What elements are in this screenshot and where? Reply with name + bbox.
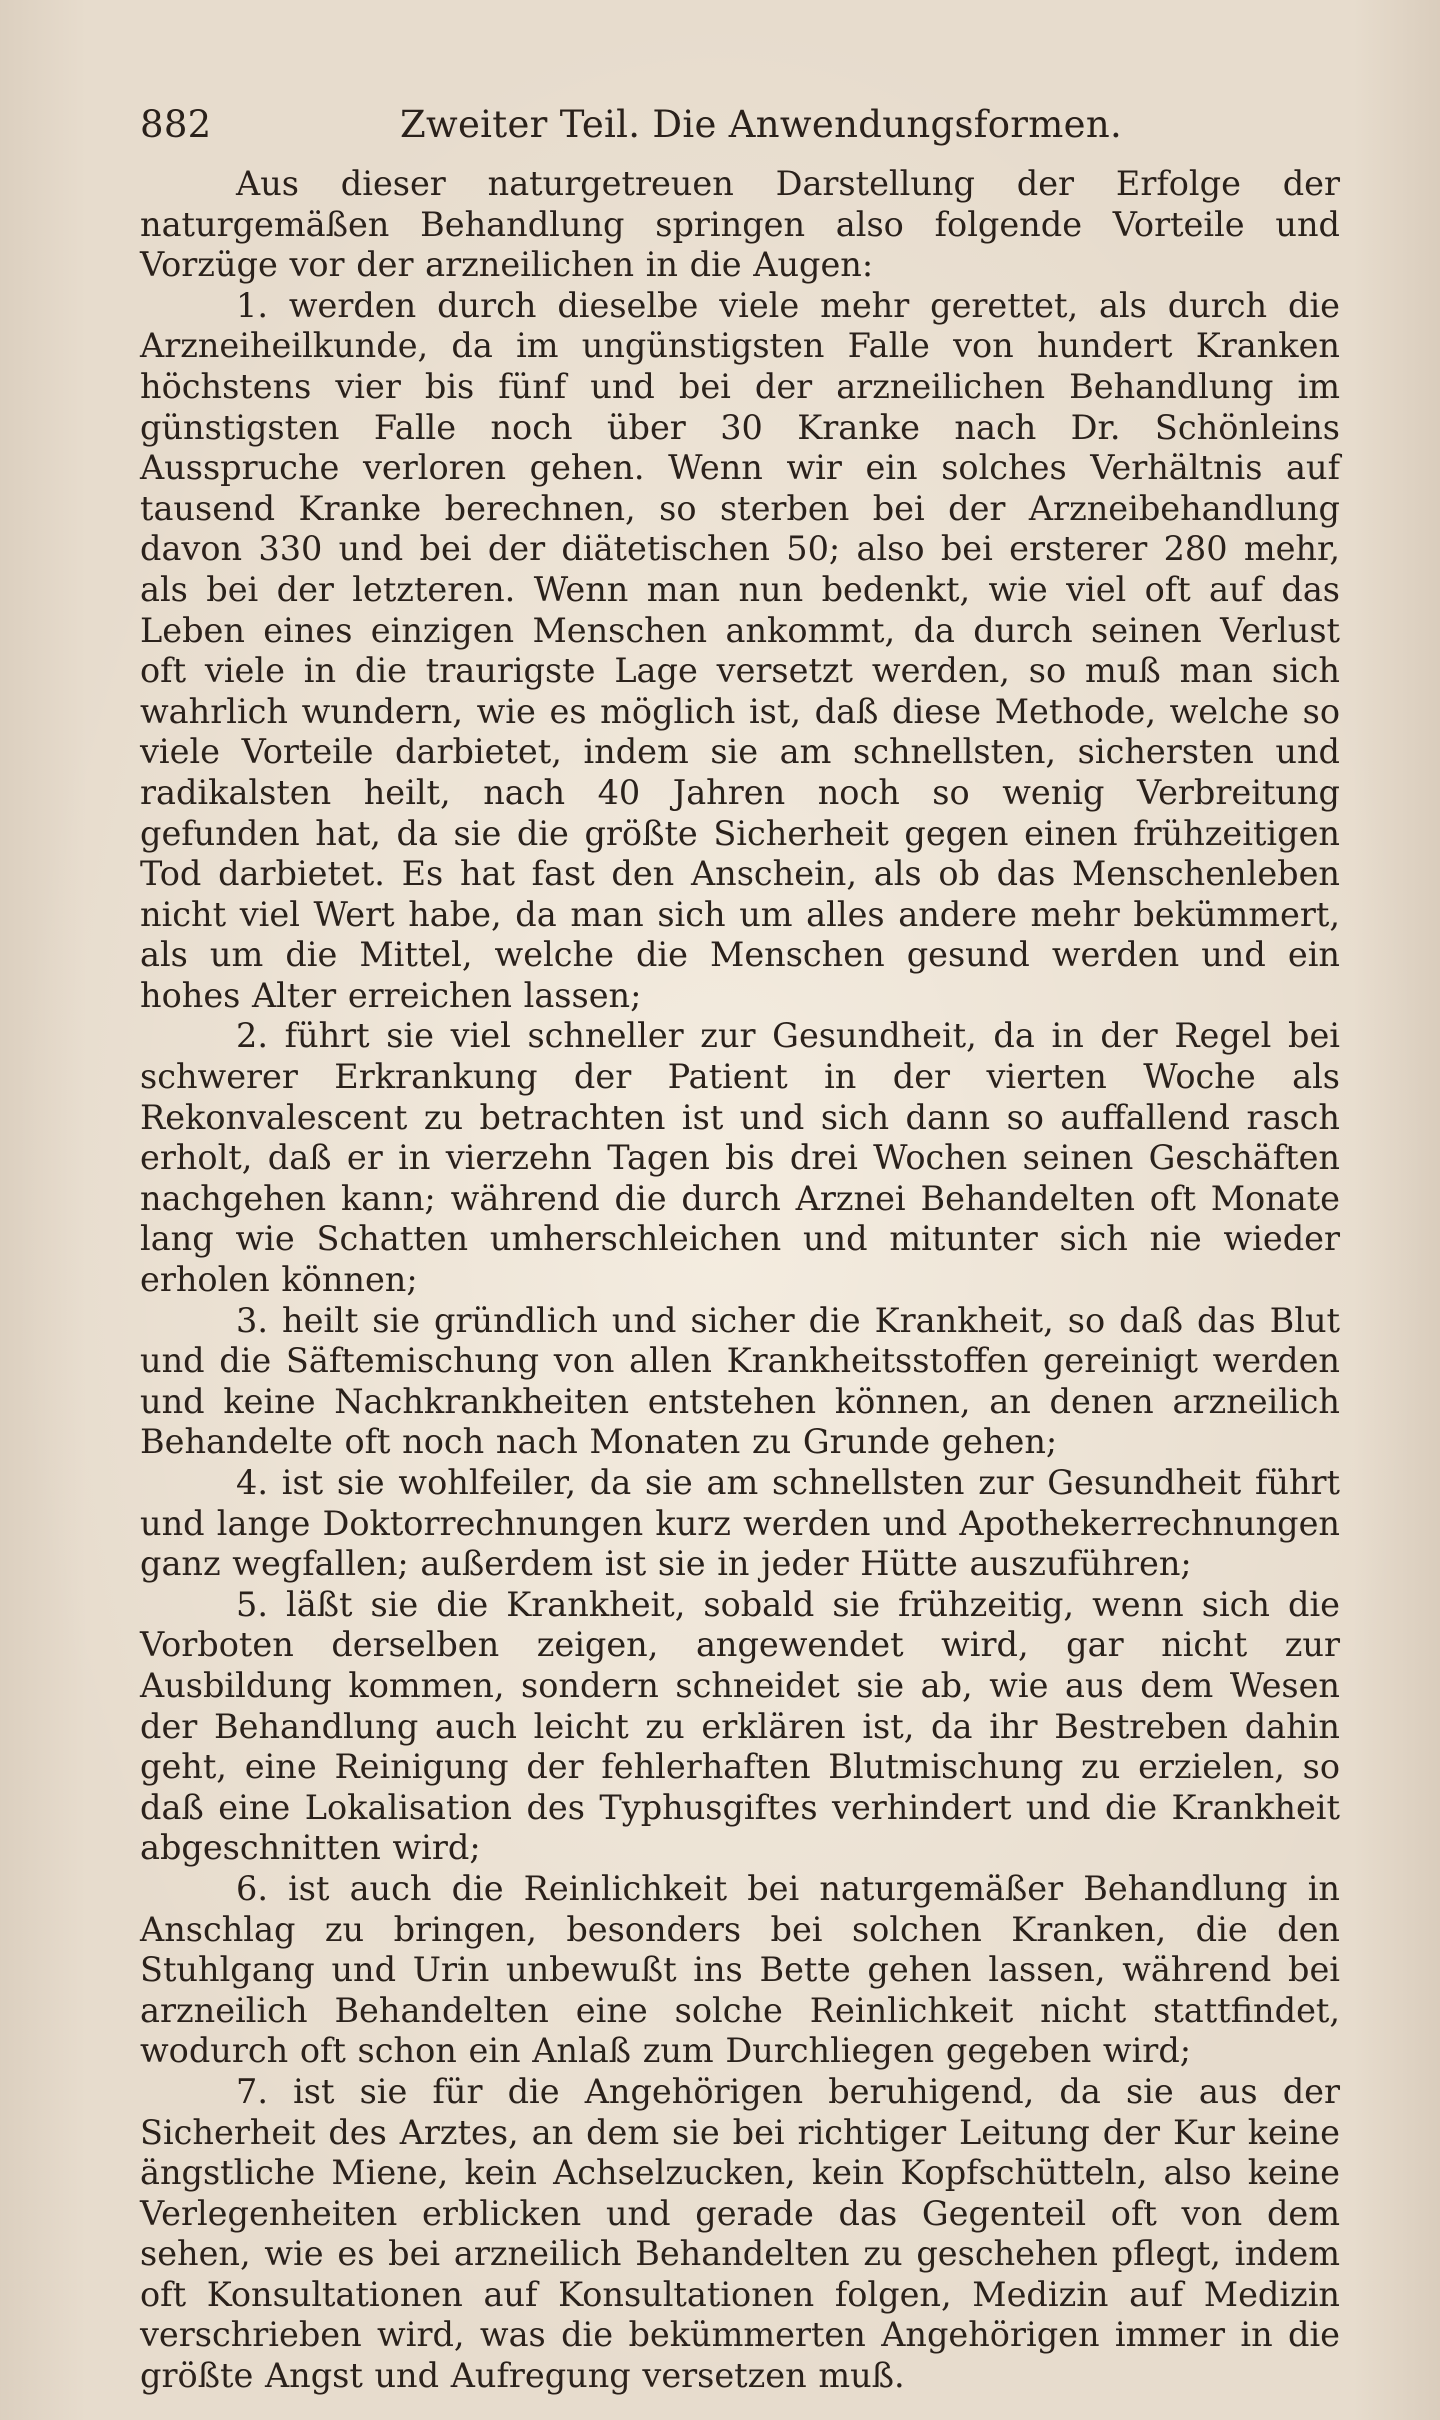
list-item-5: 5. läßt sie die Krankheit, sobald sie frühzeitig, wenn sich die Vorboten derselben zeigen, angewendet wird, gar nicht zur Ausbildung kommen, sondern schneidet sie ab, wie aus dem Wesen der Behandlung auch leicht zu erklären ist, da ihr Bestreben dahin geht, eine Reinigung der fehlerhaften Blutmischung zu erzielen, so daß eine Lokalisation des Typhusgiftes verhindert und die Krankheit abgeschnitten wird; (140, 1584, 1340, 1868)
list-item-2: 2. führt sie viel schneller zur Gesundheit, da in der Regel bei schwerer Erkrankung der Patient in der vierten Woche als Rekonvalescent zu betrachten ist und sich dann so auffallend rasch erholt, daß er in vierzehn Tagen bis drei Wochen seinen Geschäften nachgehen kann; während die durch Arznei Behandelten oft Monate lang wie Schatten umherschleichen und mitunter sich nie wieder erholen können; (140, 1016, 1340, 1300)
running-head (140, 92, 1340, 158)
running-head-title: Zweiter Teil. Die Anwendungsformen. (400, 103, 1123, 146)
list-item-6: 6. ist auch die Reinlichkeit bei naturgemäßer Behandlung in Anschlag zu bringen, besonders bei solchen Kranken, die den Stuhlgang und Urin unbewußt ins Bette gehen lassen, während bei arzneilich Behandelten eine solche Reinlichkeit nicht stattfindet, wodurch oft schon ein Anlaß zum Durchliegen gegeben wird; (140, 1868, 1340, 2071)
list-item-3: 3. heilt sie gründlich und sicher die Krankheit, so daß das Blut und die Säftemischung von allen Krankheitsstoffen gereinigt werden und keine Nachkrankheiten entstehen können, an denen arzneilich Behandelte oft noch nach Monaten zu Grunde gehen; (140, 1300, 1340, 1462)
list-item-4: 4. ist sie wohlfeiler, da sie am schnellsten zur Gesundheit führt und lange Doktorrechnungen kurz werden und Apothekerrechnungen ganz wegfallen; außerdem ist sie in jeder Hütte auszuführen; (140, 1463, 1340, 1584)
body-text (140, 164, 1340, 2397)
intro-paragraph: Aus dieser naturgetreuen Darstellung der Erfolge der naturgemäßen Behandlung springen also folgende Vorteile und Vorzüge vor der arzneilichen in die Augen: (140, 164, 1340, 285)
list-item-1: 1. werden durch dieselbe viele mehr gerettet, als durch die Arzneiheilkunde, da im ungünstigsten Falle von hundert Kranken höchstens vier bis fünf und bei der arzneilichen Behandlung im günstigsten Falle noch über 30 Kranke nach Dr. Schönleins Ausspruche verloren gehen. Wenn wir ein solches Verhältnis auf tausend Kranke berechnen, so sterben bei der Arzneibehandlung davon 330 und bei der diätetischen 50; also bei ersterer 280 mehr, als bei der letzteren. Wenn man nun bedenkt, wie viel oft auf das Leben eines einzigen Menschen ankommt, da durch seinen Verlust oft viele in die traurigste Lage versetzt werden, so muß man sich wahrlich wundern, wie es möglich ist, daß diese Methode, welche so viele Vorteile darbietet, indem sie am schnellsten, sichersten und radikalsten heilt, nach 40 Jahren noch so wenig Verbreitung gefunden hat, da sie die größte Sicherheit gegen einen frühzeitigen Tod darbietet. Es hat fast den Anschein, als ob das Menschenleben nicht viel Wert habe, da man sich um alles andere mehr bekümmert, als um die Mittel, welche die Menschen gesund werden und ein hohes Alter erreichen lassen; (140, 285, 1340, 1015)
list-item-7: 7. ist sie für die Angehörigen beruhigend, da sie aus der Sicherheit des Arztes, an dem sie bei richtiger Leitung der Kur keine ängstliche Miene, kein Achselzucken, kein Kopfschütteln, also keine Verlegenheiten erblicken und gerade das Gegenteil oft von dem sehen, wie es bei arzneilich Behandelten zu geschehen pflegt, indem oft Konsultationen auf Konsultationen folgen, Medizin auf Medizin verschrieben wird, was die bekümmerten Angehörigen immer in die größte Angst und Aufregung versetzen muß. (140, 2071, 1340, 2396)
page-number: 882 (140, 103, 212, 146)
